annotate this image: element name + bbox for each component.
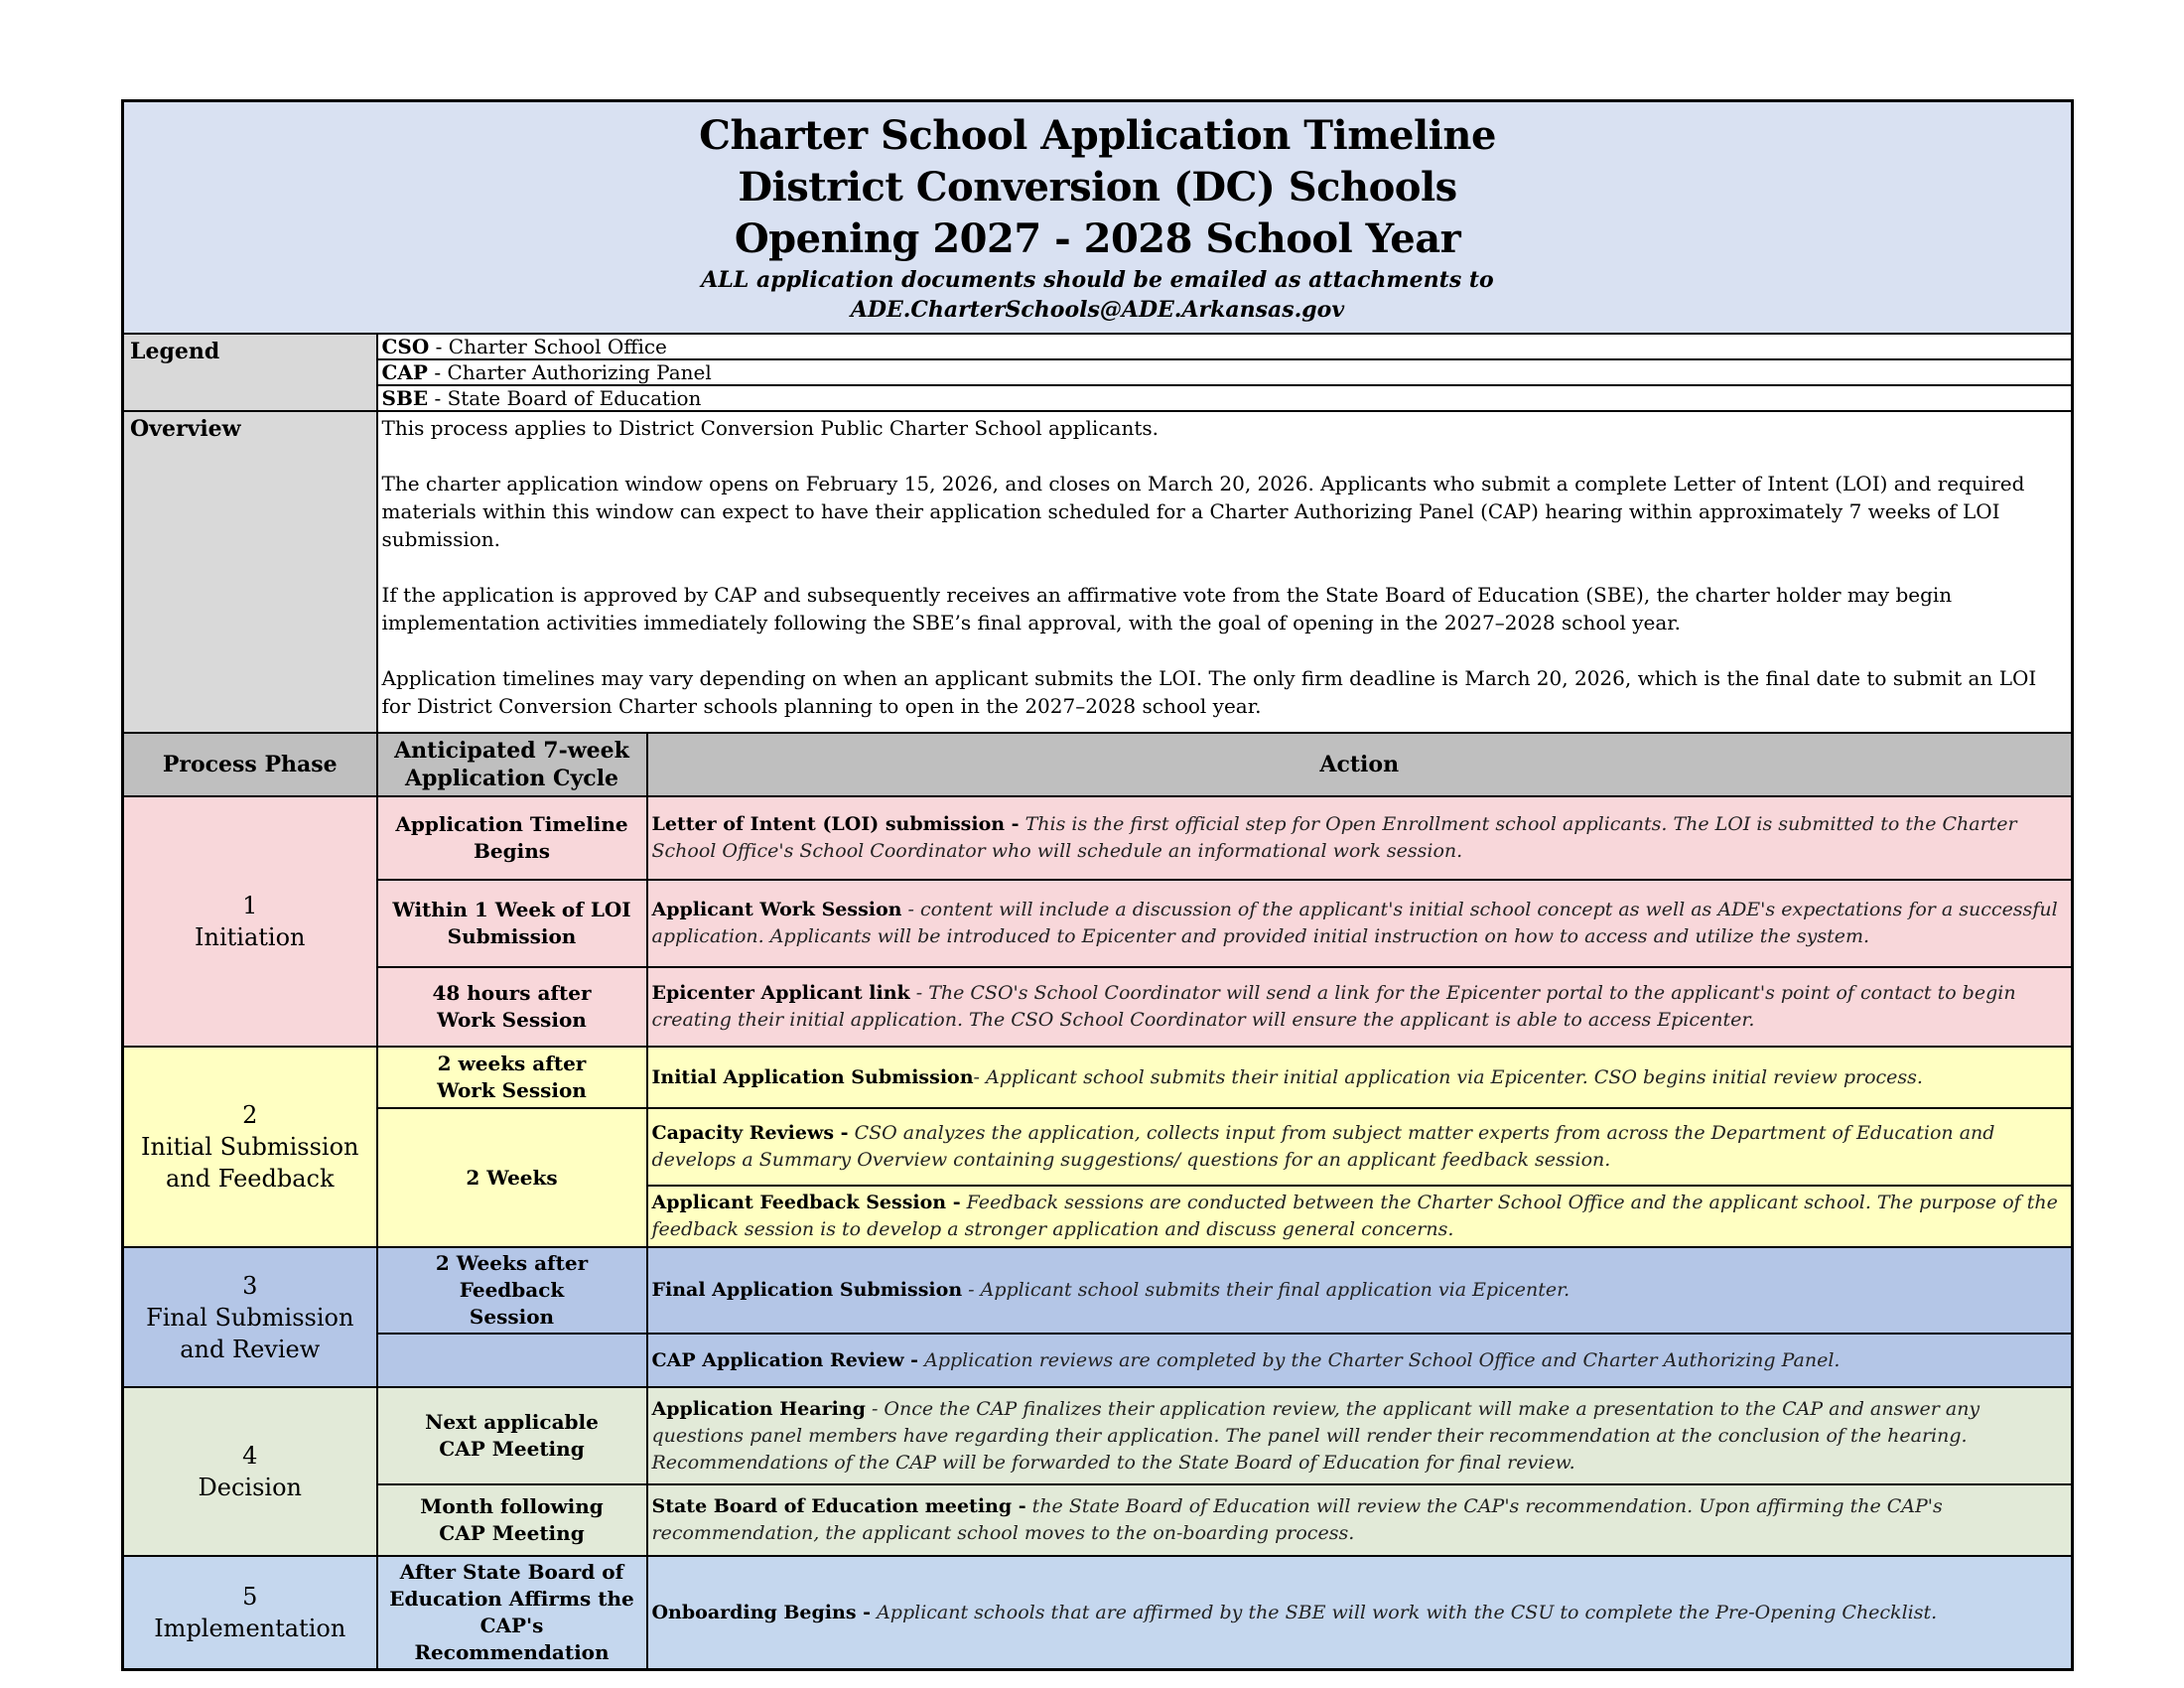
timeline-table: [121, 99, 2074, 1671]
action-text: - Once the CAP finalizes their application review, the applicant will make a presentation to the CAP and answer any questions panel members have regarding their application. The panel will render their recommendation at the conclusion of the hearing. Recommendations of the CAP will be forwarded to the State Board of Education for final review.: [651, 1397, 1980, 1474]
cycle-cell: [377, 1247, 647, 1334]
overview-paragraph: If the application is approved by CAP and subsequently receives an affirmative vote from the State Board of Education (SBE), the charter holder may begin implementation activities immediately following the SBE’s final approval, with the goal of opening in the 2027–2028 school year.: [381, 583, 1953, 634]
email-address[interactable]: ADE.CharterSchools@ADE.Arkansas.gov: [850, 297, 1345, 323]
action-text: Application reviews are completed by the Charter School Office and Charter Authorizing Panel.: [918, 1348, 1841, 1371]
table-row: [123, 1047, 2073, 1108]
email-note: ALL application documents should be emailed as attachments to: [701, 267, 1494, 293]
action-title: Epicenter Applicant link: [651, 982, 910, 1004]
legend-abbr: CAP: [381, 360, 428, 384]
overview-paragraph: This process applies to District Conversion Public Charter School applicants.: [381, 416, 1159, 440]
action-cell: [647, 880, 2073, 967]
action-title: CAP Application Review -: [651, 1348, 919, 1371]
cycle-header-line-2: Application Cycle: [404, 766, 619, 791]
table-row: [123, 880, 2073, 967]
action-text: - The CSO's School Coordinator will send a link for the Epicenter portal to the applicant's point of contact to begin creating their initial application. The CSO School Coordinator will ensure the applicant is able to access Epicenter.: [651, 982, 2016, 1031]
cycle-line-2: CAP Meeting: [439, 1437, 585, 1461]
phase-name: Initial Submission: [141, 1133, 359, 1161]
phase-name: Final Submission: [146, 1303, 354, 1332]
cycle-line-2: Session: [469, 1305, 555, 1329]
cycle-line-3: CAP's Recommendation: [414, 1614, 610, 1664]
table-row: [123, 1556, 2073, 1670]
legend-desc: - Charter Authorizing Panel: [427, 360, 712, 384]
phase-5-cell: [123, 1556, 377, 1670]
cycle-line-2: Work Session: [437, 1008, 587, 1032]
action-title: Letter of Intent (LOI) submission -: [651, 813, 1020, 835]
phase-name: Decision: [198, 1474, 302, 1501]
phase-number: 2: [242, 1101, 258, 1129]
legend-row-cap: [123, 359, 2073, 385]
phase-name: Implementation: [154, 1615, 346, 1642]
action-cell: [647, 796, 2073, 880]
legend-item-cap: [377, 359, 2073, 385]
action-title: Final Application Submission: [651, 1279, 963, 1301]
column-header-cycle: [377, 733, 647, 796]
action-title: Applicant Work Session: [651, 899, 902, 920]
cycle-line-2: CAP Meeting: [439, 1521, 585, 1545]
phase-number: 4: [242, 1442, 258, 1470]
action-cell: [647, 967, 2073, 1047]
phase-3-cell: [123, 1247, 377, 1387]
column-header-row: [123, 733, 2073, 796]
cycle-cell: [377, 1556, 647, 1670]
cycle-line-1: 48 hours after: [432, 981, 592, 1005]
phase-1-cell: [123, 796, 377, 1047]
cycle-line-2: Education Affirms the: [389, 1587, 634, 1611]
legend-item-sbe: [377, 385, 2073, 411]
phase-number: 1: [242, 892, 258, 919]
action-text: Feedback sessions are conducted between the Charter School Office and the applicant school. The purpose of the feedback session is to develop a stronger application and discuss general concerns.: [651, 1192, 2058, 1240]
legend-abbr: CSO: [381, 335, 430, 358]
cycle-line-1: After State Board of: [399, 1560, 624, 1584]
title-line-2: District Conversion (DC) Schools: [738, 164, 1457, 211]
table-row: [123, 1484, 2073, 1556]
cycle-line-1: Next applicable: [425, 1410, 599, 1434]
action-cell: [647, 1484, 2073, 1556]
cycle-cell: [377, 1334, 647, 1387]
action-title: State Board of Education meeting -: [651, 1495, 1026, 1517]
legend-label: Legend: [123, 334, 377, 411]
action-cell: [647, 1047, 2073, 1108]
action-text: - content will include a discussion of the applicant's initial school concept as well as ADE's expectations for a successful application. Applicants will be introduced to Epicenter and provided initial instruction on how to access and utilize the system.: [651, 899, 2058, 947]
action-cell: [647, 1247, 2073, 1334]
column-header-phase: Process Phase: [123, 733, 377, 796]
action-text: CSO analyzes the application, collects input from subject matter experts from across the Department of Education and develops a Summary Overview containing suggestions/ questions for an applicant feedback session.: [651, 1122, 1995, 1171]
column-header-action: Action: [647, 733, 2073, 796]
legend-row-cso: [123, 334, 2073, 359]
table-row: [123, 796, 2073, 880]
cycle-cell: [377, 967, 647, 1047]
cycle-line-1: 2 Weeks: [466, 1165, 558, 1190]
cycle-cell: [377, 1387, 647, 1484]
overview-paragraph: The charter application window opens on February 15, 2026, and closes on March 20, 2026. Applicants who submit a complete Letter of Intent (LOI) and required materials within this window can expect to have their application scheduled for a Charter Authorizing Panel (CAP) hearing within approximately 7 weeks of LOI submission.: [381, 472, 2025, 551]
phase-4-cell: [123, 1387, 377, 1556]
cycle-header-line-1: Anticipated 7-week: [394, 738, 629, 764]
table-row: [123, 1108, 2073, 1186]
cycle-cell: [377, 880, 647, 967]
header-row: [123, 101, 2073, 335]
cycle-line-1: Within 1 Week of LOI: [392, 898, 631, 921]
action-title: Onboarding Begins -: [651, 1601, 872, 1623]
overview-label: Overview: [123, 411, 377, 733]
title-line-1: Charter School Application Timeline: [699, 112, 1496, 159]
legend-desc: - Charter School Office: [429, 335, 667, 358]
phase-name: and Feedback: [165, 1165, 335, 1193]
cycle-line-1: Month following: [420, 1494, 604, 1518]
phase-2-cell: [123, 1047, 377, 1247]
document-header: [123, 101, 2073, 335]
cycle-cell: [377, 1108, 647, 1247]
title-line-3: Opening 2027 - 2028 School Year: [734, 215, 1461, 262]
cycle-cell: [377, 1047, 647, 1108]
action-text: the State Board of Education will review the CAP's recommendation. Upon affirming the CAP's recommendation, the applicant school moves to the on-boarding process.: [651, 1495, 1943, 1544]
table-row: [123, 1387, 2073, 1484]
overview-row: [123, 411, 2073, 733]
legend-abbr: SBE: [381, 386, 429, 410]
cycle-line-1: 2 Weeks after Feedback: [435, 1251, 589, 1302]
action-title: Initial Application Submission: [651, 1065, 974, 1088]
cycle-line-1: Application Timeline: [395, 812, 628, 836]
phase-number: 3: [242, 1271, 258, 1300]
legend-row-sbe: [123, 385, 2073, 411]
action-cell: [647, 1186, 2073, 1247]
overview-text: [377, 411, 2073, 733]
legend-item-cso: [377, 334, 2073, 359]
action-title: Capacity Reviews -: [651, 1122, 849, 1144]
table-row: [123, 1247, 2073, 1334]
action-cell: [647, 1108, 2073, 1186]
overview-paragraph: Application timelines may vary depending on when an applicant submits the LOI. The only firm deadline is March 20, 2026, which is the final date to submit an LOI for District Conversion Charter schools planning to open in the 2027–2028 school year.: [381, 666, 2037, 718]
action-text: This is the first official step for Open Enrollment school applicants. The LOI is submitted to the Charter School Office's School Coordinator who will schedule an informational work session.: [651, 813, 2017, 862]
timeline-document: [121, 99, 2071, 1671]
phase-number: 5: [242, 1583, 258, 1611]
action-cell: [647, 1334, 2073, 1387]
cycle-line-2: Work Session: [437, 1078, 587, 1102]
cycle-cell: [377, 1484, 647, 1556]
action-text: Applicant schools that are affirmed by the SBE will work with the CSU to complete the Pre-Opening Checklist.: [871, 1601, 1938, 1623]
phase-name: Initiation: [195, 923, 306, 951]
table-row: [123, 1334, 2073, 1387]
table-row: [123, 967, 2073, 1047]
action-cell: [647, 1556, 2073, 1670]
action-text: - Applicant school submits their initial application via Epicenter. CSO begins initial review process.: [973, 1065, 1923, 1088]
action-title: Applicant Feedback Session -: [651, 1192, 961, 1213]
phase-name: and Review: [180, 1335, 321, 1363]
cycle-line-1: 2 weeks after: [437, 1052, 587, 1075]
action-title: Application Hearing: [651, 1397, 866, 1420]
action-text: - Applicant school submits their final application via Epicenter.: [962, 1279, 1570, 1301]
cycle-line-2: Begins: [473, 839, 550, 863]
cycle-line-2: Submission: [447, 924, 577, 948]
legend-desc: - State Board of Education: [428, 386, 702, 410]
cycle-cell: [377, 796, 647, 880]
action-cell: [647, 1387, 2073, 1484]
